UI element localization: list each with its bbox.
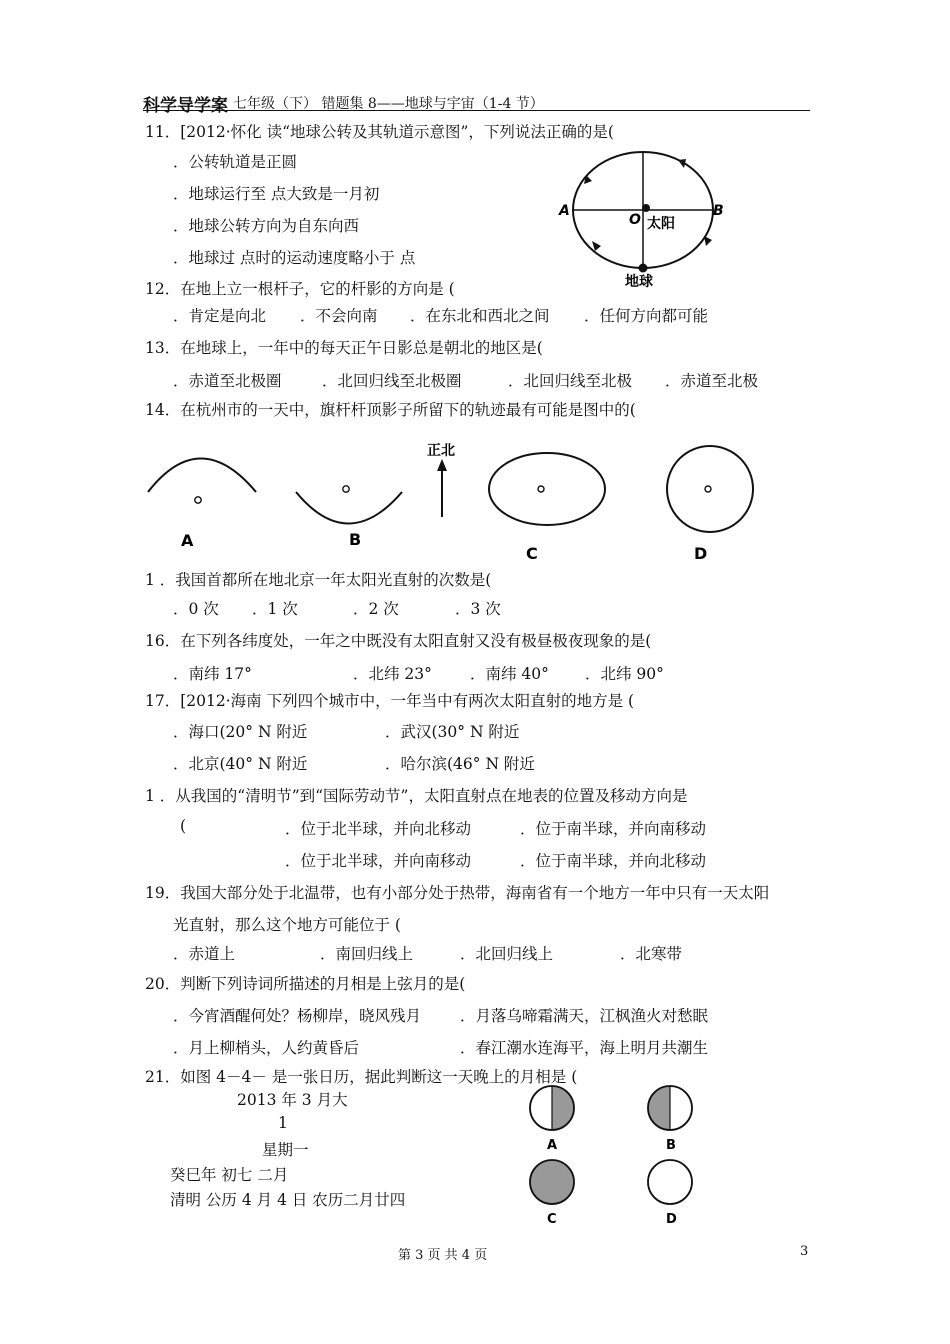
q14-stem: 14．在杭州市的一天中，旗杆杆顶影子所留下的轨迹最有可能是图中的(: [145, 401, 636, 419]
q20-option: ．月落乌啼霜满天，江枫渔火对愁眠: [460, 1007, 709, 1025]
trajectory-label-b: B: [349, 530, 362, 549]
calendar-month: 2013 年 3 月大: [237, 1091, 348, 1109]
q21-stem: 21．如图 4－4－ 是一张日历，据此判断这一天晚上的月相是 (: [145, 1068, 578, 1086]
q20-option: ．春江潮水连海平，海上明月共潮生: [460, 1039, 709, 1057]
q12-stem: 12．在地上立一根杆子，它的杆影的方向是 (: [145, 280, 455, 298]
q19-option: ．北寒带: [620, 945, 683, 963]
header-rule: [143, 110, 810, 111]
q17-option: ．武汉(30° N 附近: [385, 723, 520, 741]
q12-option: ．不会向南: [300, 307, 378, 325]
calendar-holiday: 清明 公历 4 月 4 日 农历二月廿四: [170, 1191, 406, 1209]
q18-option: ．位于北半球，并向北移动: [285, 820, 472, 838]
q19-stem-cont: 光直射，那么这个地方可能位于 (: [173, 916, 401, 934]
q18-option: ．位于北半球，并向南移动: [285, 852, 472, 870]
q16-option: ．南纬 17°: [173, 665, 252, 683]
q12-option: ．在东北和西北之间: [410, 307, 550, 325]
q11-stem: 11．[2012·怀化 读“地球公转及其轨道示意图”，下列说法正确的是(: [145, 123, 614, 141]
q20-stem: 20．判断下列诗词所描述的月相是上弦月的是(: [145, 975, 466, 993]
trajectory-label-a: A: [181, 531, 194, 550]
calendar-weekday: 星期一: [262, 1141, 309, 1159]
q16-option: ．北纬 90°: [585, 665, 664, 683]
q20-option: ．月上柳梢头，人约黄昏后: [173, 1039, 360, 1057]
q11-option: ．地球运行至 点大致是一月初: [173, 185, 380, 203]
trajectory-label-d: D: [694, 544, 708, 563]
q19-option: ．赤道上: [173, 945, 236, 963]
q15-stem: 1 ．我国首都所在地北京一年太阳光直射的次数是(: [145, 571, 492, 589]
q16-option: ．南纬 40°: [470, 665, 549, 683]
q19-option: ．北回归线上: [460, 945, 554, 963]
q13-option: ．北回归线至北极: [508, 372, 633, 390]
north-label: 正北: [427, 443, 455, 459]
header-title: 科学导学案: [143, 96, 228, 116]
q12-option: ．任何方向都可能: [584, 307, 709, 325]
orbit-label-earth: 地球: [625, 274, 653, 290]
orbit-label-b: B: [713, 203, 724, 219]
q18-option: ．位于南半球，并向南移动: [520, 820, 707, 838]
q11-option: ．地球公转方向为自东向西: [173, 217, 360, 235]
moon-label-d: D: [666, 1212, 677, 1227]
q18-option: ．位于南半球，并向北移动: [520, 852, 707, 870]
moon-label-b: B: [666, 1138, 676, 1153]
q18-paren: (: [180, 817, 187, 835]
orbit-diagram: [555, 140, 740, 290]
calendar-day: 1: [278, 1114, 288, 1132]
q17-option: ．北京(40° N 附近: [173, 755, 308, 773]
q20-option: ．今宵酒醒何处？杨柳岸，晓风残月: [173, 1007, 422, 1025]
footer-page-number: 3: [800, 1244, 809, 1259]
q16-option: ．北纬 23°: [353, 665, 432, 683]
q17-option: ．海口(20° N 附近: [173, 723, 308, 741]
q19-option: ．南回归线上: [320, 945, 414, 963]
moon-label-c: C: [547, 1212, 557, 1227]
shadow-trajectory-figure: [140, 435, 770, 565]
q13-stem: 13．在地球上，一年中的每天正午日影总是朝北的地区是(: [145, 339, 543, 357]
q13-option: ．赤道至北极: [665, 372, 759, 390]
q18-stem: 1 ．从我国的“清明节”到“国际劳动节”，太阳直射点在地表的位置及移动方向是: [145, 787, 688, 805]
moon-phase-figure: [520, 1085, 700, 1230]
q15-option: ．2 次: [353, 600, 399, 618]
q19-stem: 19．我国大部分处于北温带，也有小部分处于热带，海南省有一个地方一年中只有一天太阳: [145, 884, 770, 902]
q15-option: ．3 次: [455, 600, 501, 618]
orbit-label-a: A: [559, 203, 570, 219]
orbit-label-o: O: [629, 212, 641, 228]
calendar-lunar: 癸巳年 初七 二月: [170, 1166, 289, 1184]
q15-option: ．1 次: [252, 600, 298, 618]
q16-stem: 16．在下列各纬度处，一年之中既没有太阳直射又没有极昼极夜现象的是(: [145, 632, 652, 650]
q15-option: ．0 次: [173, 600, 219, 618]
q17-stem: 17．[2012·海南 下列四个城市中，一年当中有两次太阳直射的地方是 (: [145, 692, 635, 710]
q11-option: ．公转轨道是正圆: [173, 153, 298, 171]
q13-option: ．赤道至北极圈: [173, 372, 282, 390]
footer-page-info: 第 3 页 共 4 页: [398, 1248, 488, 1263]
header-subtitle: 七年级（下） 错题集 8——地球与宇宙（1-4 节）: [233, 96, 544, 112]
q13-option: ．北回归线至北极圈: [322, 372, 462, 390]
q12-option: ．肯定是向北: [173, 307, 267, 325]
moon-label-a: A: [547, 1138, 558, 1153]
q11-option: ．地球过 点时的运动速度略小于 点: [173, 249, 416, 267]
trajectory-label-c: C: [526, 544, 538, 563]
q17-option: ．哈尔滨(46° N 附近: [385, 755, 535, 773]
orbit-label-sun: 太阳: [647, 216, 675, 232]
